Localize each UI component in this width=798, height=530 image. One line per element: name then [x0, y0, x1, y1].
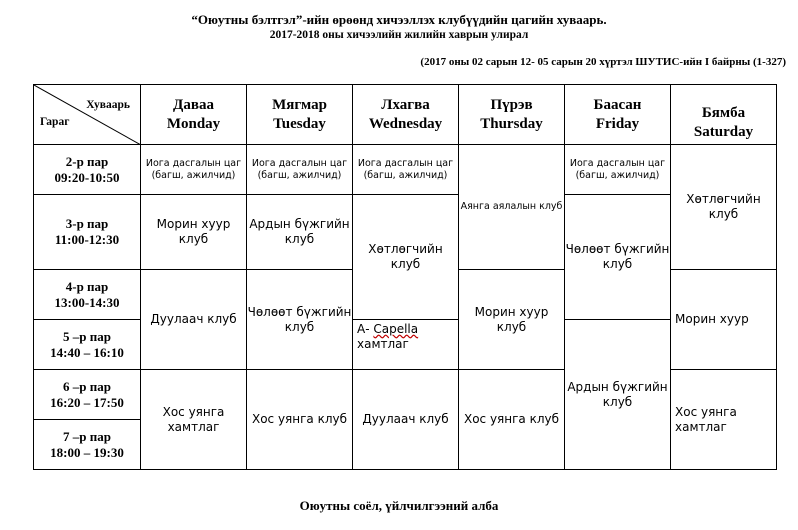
- period-7-cell: [34, 420, 141, 470]
- period-5-cell: [34, 320, 141, 370]
- period-label: 4-р пар: [65, 278, 109, 294]
- day-name-mn: Бямба: [701, 105, 746, 121]
- period-time: 13:00-14:30: [54, 294, 120, 310]
- period-6-cell: [34, 370, 141, 420]
- schedule-subtitle: 2017-2018 оны хичээлийн жилийн хаврын улирал: [269, 29, 529, 41]
- capella-suffix: хамтлаг: [357, 337, 409, 351]
- cell-thu-p6-7: Хос уянга клуб: [459, 370, 565, 470]
- corner-cell: [34, 85, 141, 145]
- schedule-title: “Оюутны бэлтгэл”-ийн өрөөнд хичээллэх клубүүдийн цагийн хуваарь.: [191, 12, 607, 27]
- diagonal-line: [34, 85, 141, 145]
- cell-fri-p3-4: Чөлөөт бүжгийн клуб: [565, 195, 671, 320]
- cell-wed-p6-7: Дуулаач клуб: [353, 370, 459, 470]
- period-time: 18:00 – 19:30: [50, 444, 124, 460]
- day-name-en: Friday: [595, 115, 640, 132]
- period-time: 16:20 – 17:50: [50, 394, 124, 410]
- day-name-en: Thursday: [480, 115, 543, 132]
- cell-sat-p6-7: Хос уянга хамтлаг: [671, 370, 777, 470]
- cell-wed-p2: Иога дасгалын цаг (багш, ажилчид): [353, 145, 459, 195]
- day-name-mn: Баасан: [593, 96, 642, 113]
- day-name-en: Tuesday: [273, 115, 326, 132]
- day-header-friday: [565, 85, 671, 145]
- cell-tue-p6-7: Хос уянга клуб: [247, 370, 353, 470]
- cell-thu-p2-3: Аянга аялалын клуб: [459, 145, 565, 270]
- cell-mon-p3: Морин хуур клуб: [141, 195, 247, 270]
- day-header-thursday: [459, 85, 565, 145]
- schedule-row: [34, 145, 777, 170]
- day-header-saturday: [671, 85, 777, 145]
- period-time: 11:00-12:30: [54, 232, 120, 247]
- capella-prefix: А-: [357, 322, 374, 336]
- day-name-en: Wednesday: [368, 115, 443, 132]
- cell-fri-p5-7: Ардын бүжгийн клуб: [565, 320, 671, 470]
- cell-fri-p2: Иога дасгалын цаг (багш, ажилчид): [565, 145, 671, 195]
- corner-day-label: Гараг: [40, 116, 70, 128]
- period-4-cell: [34, 270, 141, 320]
- cell-thu-p4-5: Морин хуур клуб: [459, 270, 565, 370]
- period-label: 2-р пар: [65, 153, 109, 169]
- period-2-cell: [34, 145, 141, 195]
- period-time: 09:20-10:50: [54, 169, 120, 185]
- day-name-mn: Мягмар: [272, 96, 327, 113]
- period-label: 6 –р пар: [63, 378, 111, 394]
- cell-tue-p3: Ардын бүжгийн клуб: [247, 195, 353, 270]
- cell-mon-p2: Иога дасгалын цаг (багш, ажилчид): [141, 145, 247, 195]
- cell-tue-p2: Иога дасгалын цаг (багш, ажилчид): [247, 145, 353, 195]
- cell-sat-p4-5: Морин хуур: [671, 270, 777, 370]
- corner-schedule-label: Хуваарь: [86, 99, 130, 111]
- day-header-tuesday: [247, 85, 353, 145]
- cell-mon-p6-7: Хос уянга хамтлаг: [141, 370, 247, 470]
- day-name-mn: Лхагва: [381, 96, 430, 113]
- capella-word: Capella: [373, 322, 419, 336]
- day-header-monday: [141, 85, 247, 145]
- period-3-cell: [34, 195, 141, 270]
- period-time: 14:40 – 16:10: [50, 344, 124, 360]
- day-name-en: Monday: [166, 115, 221, 132]
- day-name-en: Saturday: [693, 124, 754, 140]
- period-label: 5 –р пар: [63, 328, 111, 344]
- period-label: 7 –р пар: [63, 428, 111, 444]
- cell-wed-p3-4: Хөтлөгчийн клуб: [353, 195, 459, 320]
- day-name-mn: Пүрэв: [490, 96, 533, 113]
- schedule-row: [34, 195, 777, 220]
- cell-wed-p5: [353, 320, 459, 370]
- period-label: 3-р пар: [65, 216, 109, 231]
- cell-tue-p4-5: Чөлөөт бүжгийн клуб: [247, 270, 353, 370]
- cell-mon-p4-5: Дуулаач клуб: [141, 270, 247, 370]
- footer-department: Оюутны соёл, үйлчилгээний алба: [299, 498, 499, 513]
- cell-sat-p2-3: Хөтлөгчийн клуб: [671, 145, 777, 270]
- schedule-period: (2017 оны 02 сарын 12- 05 сарын 20 хүртэл ШУТИС-ийн I байрны (1-327): [420, 56, 786, 68]
- schedule-table: [33, 84, 777, 470]
- header-row: [34, 85, 777, 145]
- day-name-mn: Даваа: [173, 96, 214, 113]
- day-header-wednesday: [353, 85, 459, 145]
